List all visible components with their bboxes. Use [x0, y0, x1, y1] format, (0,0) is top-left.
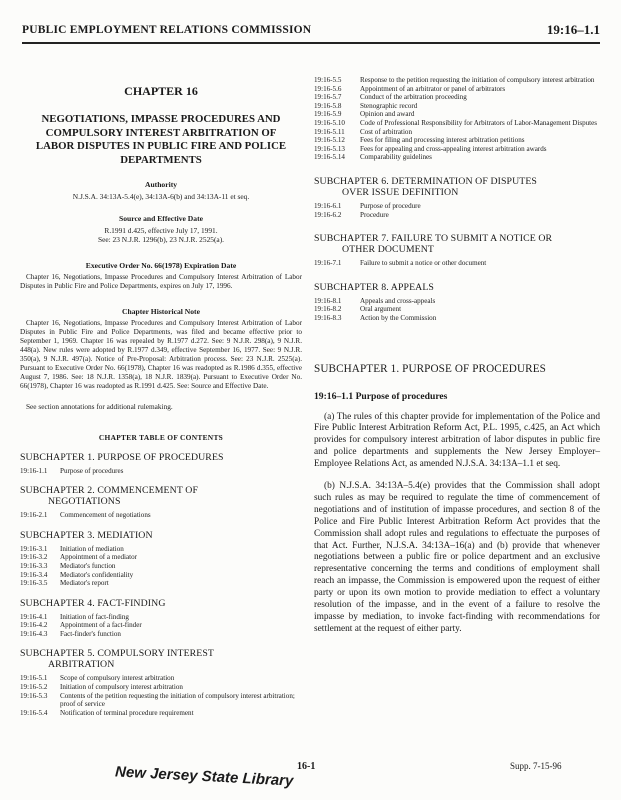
chapter-title: NEGOTIATIONS, IMPASSE PROCEDURES AND COMPULSORY INTEREST ARBITRATION OF LABOR DISPUTES IN PUBLIC FIRE AND POLICE DEPARTMENTS — [35, 113, 287, 166]
toc-subchapter-1: SUBCHAPTER 1. PURPOSE OF PROCEDURES — [20, 451, 224, 463]
toc-list-5-continued — [314, 76, 600, 162]
toc-entry: 19:16-1.1 Purpose of procedures — [20, 466, 124, 475]
page-number: 16-1 — [297, 761, 316, 772]
toc-entry: 19:16-8.3 Action by the Commission — [314, 313, 437, 322]
toc-subchapter-7: SUBCHAPTER 7. FAILURE TO SUBMIT A NOTICE OR OTHER DOCUMENT — [314, 233, 553, 256]
source-heading: Source and Effective Date — [118, 214, 203, 224]
header-rule — [22, 42, 600, 44]
chapter-number: CHAPTER 16 — [124, 84, 198, 98]
historical-note-heading: Chapter Historical Note — [122, 306, 200, 316]
toc-list-7 — [314, 259, 600, 268]
subchapter-heading: SUBCHAPTER 1. PURPOSE OF PROCEDURES — [314, 362, 546, 375]
toc-entry: 19:16-4.1 Initiation of fact-finding — [20, 612, 129, 621]
toc-heading: CHAPTER TABLE OF CONTENTS — [98, 432, 224, 442]
toc-entry: 19:16-4.3 Fact-finder's function — [20, 629, 121, 638]
toc-list-4 — [20, 613, 302, 639]
toc-entry: 19:16-5.1 Scope of compulsory interest arbitration — [20, 674, 175, 683]
toc-subchapter-2: SUBCHAPTER 2. COMMENCEMENT OF NEGOTIATIONS — [20, 485, 198, 508]
toc-entry: 19:16-5.6 Appointment of an arbitrator or panel of arbitrators — [314, 84, 506, 93]
toc-entry: 19:16-5.9 Opinion and award — [314, 110, 415, 119]
toc-list-2 — [20, 511, 302, 520]
historical-note-text: Chapter 16, Negotiations, Impasse Procedures and Compulsory Interest Arbitration of Labor Disputes in Public Fire and Police Departments, was filed and became effective prior to September 1, 1969. Chapter 16 was repealed by R.1977 d.272. See: 9 N.J.R. 298(a), 9 N.J.R. 448(a). New rules were adopted by R.1977 d.349, effective September 16, 1977. See: 9 N.J.R. 350(a), 9 N.J.R. 497(a). Notice of Pre-Proposal: Arbitration process. See: 23 N.J.R. 2525(a). Pursuant to Executive Order No. 66(1978), Chapter 16 was readopted as R.1986 d.355, effective August 7, 1986. See: 18 N.J.R. 1358(a), 18 N.J.R. 1839(a). Pursuant to Executive Order No. 66(1978), Chapter 16 was readopted as R.1991 d.425. See: Source and Effective Date. — [20, 318, 302, 391]
executive-order-text: Chapter 16, Negotiations, Impasse Procedures and Compulsory Interest Arbitration of Labor Disputes in Public Fire and Police Departments, expires on July 17, 1996. — [20, 272, 302, 290]
toc-entry: 19:16-5.3 Contents of the petition requesting the initiation of compulsory interest arbitration; proof of service — [20, 691, 295, 709]
toc-entry: 19:16-5.14 Comparability guidelines — [314, 153, 432, 162]
toc-entry: 19:16-6.1 Purpose of procedure — [314, 201, 421, 210]
paragraph-a: (a) The rules of this chapter provide for implementation of the Police and Fire Public Interest Arbitration Reform Act, P.L. 1995, c.425, an Act which provides for compulsory interest arbitration of labor disputes in public fire and police departments and supplements the New Jersey Employer–Employee Relations Act, as amended N.J.S.A. 34:13A–1.1 et seq. — [314, 411, 600, 470]
paragraph-b: (b) N.J.S.A. 34:13A–5.4(e) provides that the Commission shall adopt such rules as may be required to regulate the time of commencement of negotiations and of institution of impasse procedures, and section 8 of the Police and Fire Public Interest Arbitration Reform Act provides that the Commission shall adopt rules and regulations to effectuate the purposes of that Act. Further, N.J.S.A. 34:13A–16(a) and (b) provide that whenever negotiations between a public fire or police department and an exclusive representative concerning the terms and conditions of employment shall reach an impasse, the Commission is empowered upon the request of either party or upon its own motion to provide mediation to effect a voluntary resolution of the impasse, and in the event of a failure to resolve the impasse by mediation, to invoke fact-finding with recommendations for settlement at the request of either party. — [314, 481, 600, 634]
source-line-1: R.1991 d.425, effective July 17, 1991. — [104, 226, 218, 236]
toc-entry: 19:16-3.1 Initiation of mediation — [20, 544, 124, 553]
toc-entry: 19:16-3.5 Mediator's report — [20, 579, 109, 588]
toc-entry: 19:16-5.4 Notification of terminal procedure requirement — [20, 708, 194, 717]
toc-list-6 — [314, 202, 600, 219]
toc-subchapter-4: SUBCHAPTER 4. FACT-FINDING — [20, 597, 166, 609]
annotations-note: See section annotations for additional rulemaking. — [26, 401, 173, 411]
header-section-number: 19:16–1.1 — [546, 22, 600, 37]
toc-subchapter-8: SUBCHAPTER 8. APPEALS — [314, 281, 434, 293]
toc-subchapter-5: SUBCHAPTER 5. COMPULSORY INTEREST ARBITRATION — [20, 648, 215, 671]
library-stamp: New Jersey State Library — [114, 763, 294, 790]
toc-entry: 19:16-3.4 Mediator's confidentiality — [20, 570, 134, 579]
toc-entry: 19:16-5.2 Initiation of compulsory interest arbitration — [20, 683, 183, 692]
running-header — [22, 22, 600, 42]
toc-entry: 19:16-5.11 Cost of arbitration — [314, 127, 413, 136]
toc-entry: 19:16-5.10 Code of Professional Responsibility for Arbitrators of Labor-Management Disputes — [314, 118, 598, 127]
authority-heading: Authority — [144, 180, 178, 189]
toc-entry: 19:16-5.7 Conduct of the arbitration proceeding — [314, 93, 467, 102]
toc-entry: 19:16-3.3 Mediator's function — [20, 561, 116, 570]
toc-entry: 19:16-6.2 Procedure — [314, 210, 389, 219]
executive-order-heading: Executive Order No. 66(1978) Expiration Date — [85, 260, 237, 270]
supplement-date: Supp. 7-15-96 — [510, 761, 562, 771]
toc-entry: 19:16-8.2 Oral argument — [314, 305, 402, 314]
toc-list-1 — [20, 467, 302, 476]
source-line-2: See: 23 N.J.R. 1296(b), 23 N.J.R. 2525(a). — [97, 235, 225, 245]
toc-list-3 — [20, 545, 302, 588]
toc-entry: 19:16-8.1 Appeals and cross-appeals — [314, 296, 436, 305]
toc-subchapter-6: SUBCHAPTER 6. DETERMINATION OF DISPUTES OVER ISSUE DEFINITION — [314, 175, 537, 198]
header-agency: PUBLIC EMPLOYMENT RELATIONS COMMISSION — [22, 24, 312, 36]
left-column — [20, 80, 302, 717]
toc-list-8 — [314, 297, 600, 323]
toc-entry: 19:16-5.8 Stenographic record — [314, 101, 418, 110]
toc-entry: 19:16-4.2 Appointment of a fact-finder — [20, 621, 142, 630]
right-column — [314, 76, 600, 636]
toc-entry: 19:16-5.12 Fees for filing and processing interest arbitration petitions — [314, 136, 525, 145]
authority-text: N.J.S.A. 34:13A-5.4(e), 34:13A-6(b) and 34:13A-11 et seq. — [72, 192, 250, 201]
toc-entry: 19:16-5.13 Fees for appealing and cross-appealing interest arbitration awards — [314, 144, 547, 153]
toc-entry: 19:16-7.1 Failure to submit a notice or other document — [314, 259, 487, 268]
toc-subchapter-3: SUBCHAPTER 3. MEDIATION — [20, 529, 153, 541]
toc-entry: 19:16-3.2 Appointment of a mediator — [20, 553, 138, 562]
toc-entry: 19:16-5.5 Response to the petition requesting the initiation of compulsory interest arbitration — [314, 76, 595, 84]
toc-list-5 — [20, 674, 302, 717]
section-title: 19:16–1.1 Purpose of procedures — [314, 390, 448, 402]
toc-entry: 19:16-2.1 Commencement of negotiations — [20, 511, 151, 520]
